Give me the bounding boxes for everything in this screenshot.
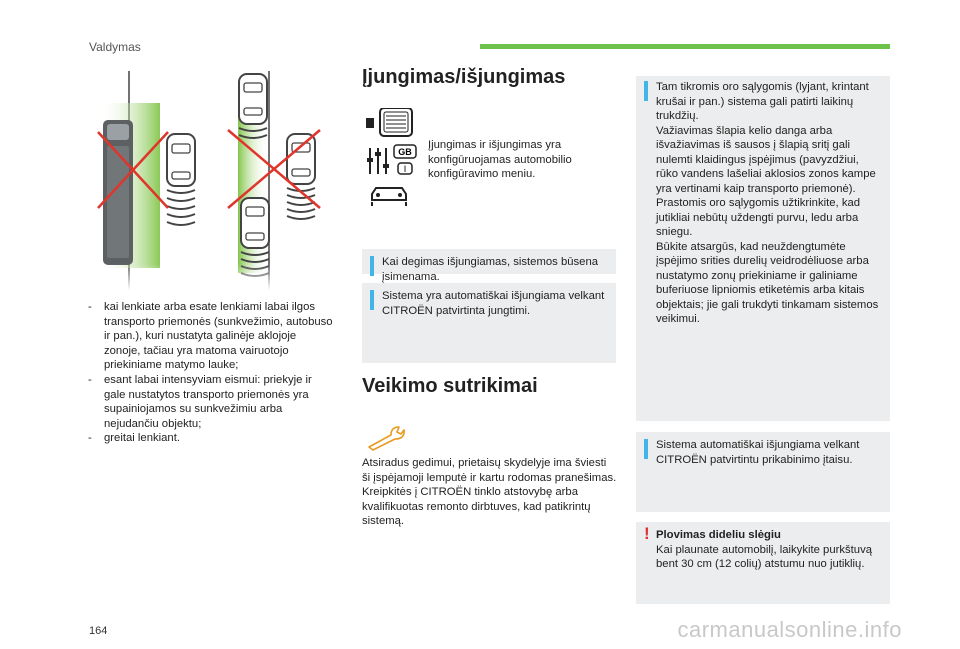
section-title-faults: Veikimo sutrikimai [362,375,538,397]
info-note-memory-box: Kai degimas išjungiamas, sistemos būsena įsimenama. [362,249,616,271]
svg-text:I: I [403,164,407,174]
limitation-list [88,300,333,446]
section-accent-bar [480,44,890,49]
car-front-icon [372,188,406,206]
car-icon [167,134,195,225]
info-icon [370,256,374,276]
info-note-weather: Tam tikromis oro sąlygomis (lyjant, krintant krušai ir pan.) sistema gali patirti laikinų trukdžių. Važiavimas šlapia kelio danga arba išvažiavimas iš sausos į šlapią sritį gali nulemti klaidingus įspėjimus (pavyzdžiui, rūko vandens lašeliai aklosios zonos kampe yra vertinami kaip transporto priemonė). Prastomis oro sąlygomis užtikrinkite, kad jutikliai nebūtų uždengti purvu, ledu arba sniegu. Būkite atsargūs, kad neuždengtumėte įspėjimo srities durelių veidrodėliuose arba nustatymo zonų priekiniame ir galiniame buferiuose lipniomis etiketėmis arba kitais objektais; jie gali trukdyti tinkamam sistemos veikimui. [636,76,890,421]
wrench-icon [367,425,407,451]
warning-icon: ! [644,524,650,543]
blind-spot-illustration [88,68,323,290]
list-item: - kai lenkiate arba esate lenkiami labai ilgos transporto priemonės (sunkvežimio, autobuso ir pan.), kuri nustatyta galinėje aklojoje zonoje, tačiau yra matoma vairuotojo priekiniame matymo lauke; [88,301,333,372]
svg-text:GB: GB [398,147,412,157]
section-label: Valdymas [89,40,141,54]
info-icon [370,290,374,310]
section-title-activation: Įjungimas/išjungimas [362,66,566,88]
touchscreen-icon [366,108,412,136]
info-note-towing: Sistema yra automatiškai išjungiama velkant CITROËN patvirtinta jungtimi. [362,283,616,363]
page-number: 164 [89,625,108,637]
list-item: - esant labai intensyviam eismui: priekyje ir gale nustatytos transporto priemonės yra supainiojamos su sunkvežimiu arba nejudančiu objektu; [88,373,312,430]
list-item: - greitai lenkiant. [88,432,180,445]
warning-high-pressure: ! Plovimas dideliu slėgiu Kai plaunate automobilį, laikykite purkštuvą bent 30 cm (12 colių) atstumu nuo jutiklių. [636,522,890,604]
info-icon [644,81,648,101]
info-note-hitch: Sistema automatiškai išjungiama velkant CITROËN patvirtintu prikabinimo įtaisu. [636,432,890,512]
activation-description: Įjungimas ir išjungimas yra konfigūruojamas automobilio konfigūravimo meniu. [428,139,572,180]
info-icon [644,439,648,459]
watermark: carmanualsonline.info [677,617,902,642]
config-menu-icon [367,145,416,174]
fault-description: Atsiradus gedimui, prietaisų skydelyje ima šviesti ši įspėjamoji lemputė ir kartu rodomas pranešimas. Kreipkitės į CITROËN tinklo atstovybę arba kvalifikuotas remonto dirbtuves, kad patikrintų sistemą. [362,457,617,527]
settings-icons [366,108,426,208]
